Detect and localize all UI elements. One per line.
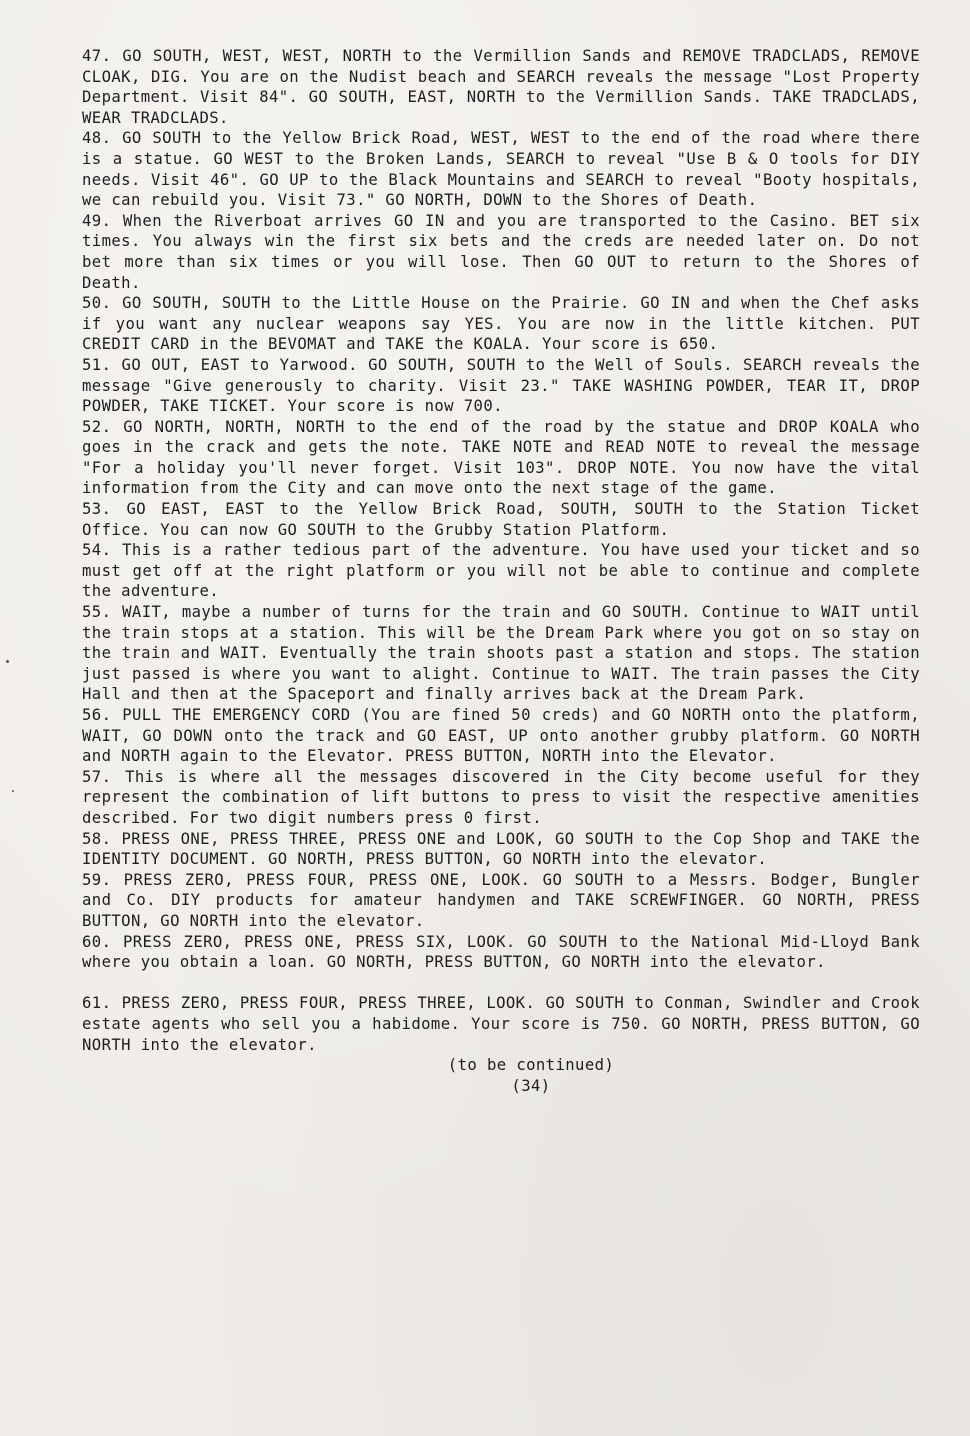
walkthrough-text <box>82 46 920 1096</box>
step-51: 51. GO OUT, EAST to Yarwood. GO SOUTH, SOUTH to the Well of Souls. SEARCH reveals the message "Give generously to charity. Visit 23." TAKE WASHING POWDER, TEAR IT, DROP POWDER, TAKE TICKET. Your score is now 700. <box>82 355 920 416</box>
step-48: 48. GO SOUTH to the Yellow Brick Road, WEST, WEST to the end of the road where there is a statue. GO WEST to the Broken Lands, SEARCH to reveal "Use B & O tools for DIY needs. Visit 46". GO UP to the Black Mountains and SEARCH to reveal "Booty hospitals, we can rebuild you. Visit 73." GO NORTH, DOWN to the Shores of Death. <box>82 129 920 210</box>
step-55: 55. WAIT, maybe a number of turns for the train and GO SOUTH. Continue to WAIT until the train stops at a station. This will be the Dream Park where you got on so stay on the train and WAIT. Eventually the train shoots past a station and stops. The station just passed is where you want to alight. Continue to WAIT. The train passes the City Hall and then at the Spaceport and finally arrives back at the Dream Park. <box>82 603 920 704</box>
step-60: 60. PRESS ZERO, PRESS ONE, PRESS SIX, LOOK. GO SOUTH to the National Mid-Lloyd Bank where you obtain a loan. GO NORTH, PRESS BUTTON, GO NORTH into the elevator. <box>82 932 920 972</box>
step-54: 54. This is a rather tedious part of the adventure. You have used your ticket and so must get off at the right platform or you will not be able to continue and complete the adventure. <box>82 541 920 601</box>
scan-speck <box>6 660 9 663</box>
continued-note: (to be continued) <box>447 1056 615 1075</box>
step-50: 50. GO SOUTH, SOUTH to the Little House on the Prairie. GO IN and when the Chef asks if you want any nuclear weapons say YES. You are now in the little kitchen. PUT CREDIT CARD in the BEVOMAT and TAKE the KOALA. Your score is 650. <box>82 294 920 354</box>
step-61: 61. PRESS ZERO, PRESS FOUR, PRESS THREE, LOOK. GO SOUTH to Conman, Swindler and Crook estate agents who sell you a habidome. Your score is 750. GO NORTH, PRESS BUTTON, GO NORTH into the elevator. <box>82 994 920 1054</box>
step-52: 52. GO NORTH, NORTH, NORTH to the end of the road by the statue and DROP KOALA who goes in the crack and gets the note. TAKE NOTE and READ NOTE to reveal the message "For a holiday you'll never forget. Visit 103". DROP NOTE. You now have the vital information from the City and can move onto the next stage of the game. <box>82 417 920 498</box>
step-58: 58. PRESS ONE, PRESS THREE, PRESS ONE and LOOK, GO SOUTH to the Cop Shop and TAKE the IDENTITY DOCUMENT. GO NORTH, PRESS BUTTON, GO NORTH into the elevator. <box>82 829 920 869</box>
page-number: (34) <box>511 1076 551 1095</box>
step-49: 49. When the Riverboat arrives GO IN and you are transported to the Casino. BET six times. You always win the first six bets and the creds are needed later on. Do not bet more than six times or you will lose. Then GO OUT to return to the Shores of Death. <box>82 211 920 292</box>
step-56: 56. PULL THE EMERGENCY CORD (You are fined 50 creds) and GO NORTH onto the platform, WAIT, GO DOWN onto the track and GO EAST, UP onto another grubby platform. GO NORTH and NORTH again to the Elevator. PRESS BUTTON, NORTH into the Elevator. <box>82 706 920 766</box>
step-53: 53. GO EAST, EAST to the Yellow Brick Road, SOUTH, SOUTH to the Station Ticket Office. You can now GO SOUTH to the Grubby Station Platform. <box>82 500 920 539</box>
step-47: 47. GO SOUTH, WEST, WEST, NORTH to the Vermillion Sands and REMOVE TRADCLADS, REMOVE CLOAK, DIG. You are on the Nudist beach and SEARCH reveals the message "Lost Property Department. Visit 84". GO SOUTH, EAST, NORTH to the Vermillion Sands. TAKE TRADCLADS, WEAR TRADCLADS. <box>82 47 920 127</box>
step-57: 57. This is where all the messages discovered in the City become useful for they represent the combination of lift buttons to press to visit the respective amenities described. For two digit numbers press 0 first. <box>82 767 920 827</box>
scan-speck <box>12 790 14 792</box>
step-59: 59. PRESS ZERO, PRESS FOUR, PRESS ONE, LOOK. GO SOUTH to a Messrs. Bodger, Bungler and Co. DIY products for amateur handymen and TAKE SCREWFINGER. GO NORTH, PRESS BUTTON, GO NORTH into the elevator. <box>82 870 920 930</box>
